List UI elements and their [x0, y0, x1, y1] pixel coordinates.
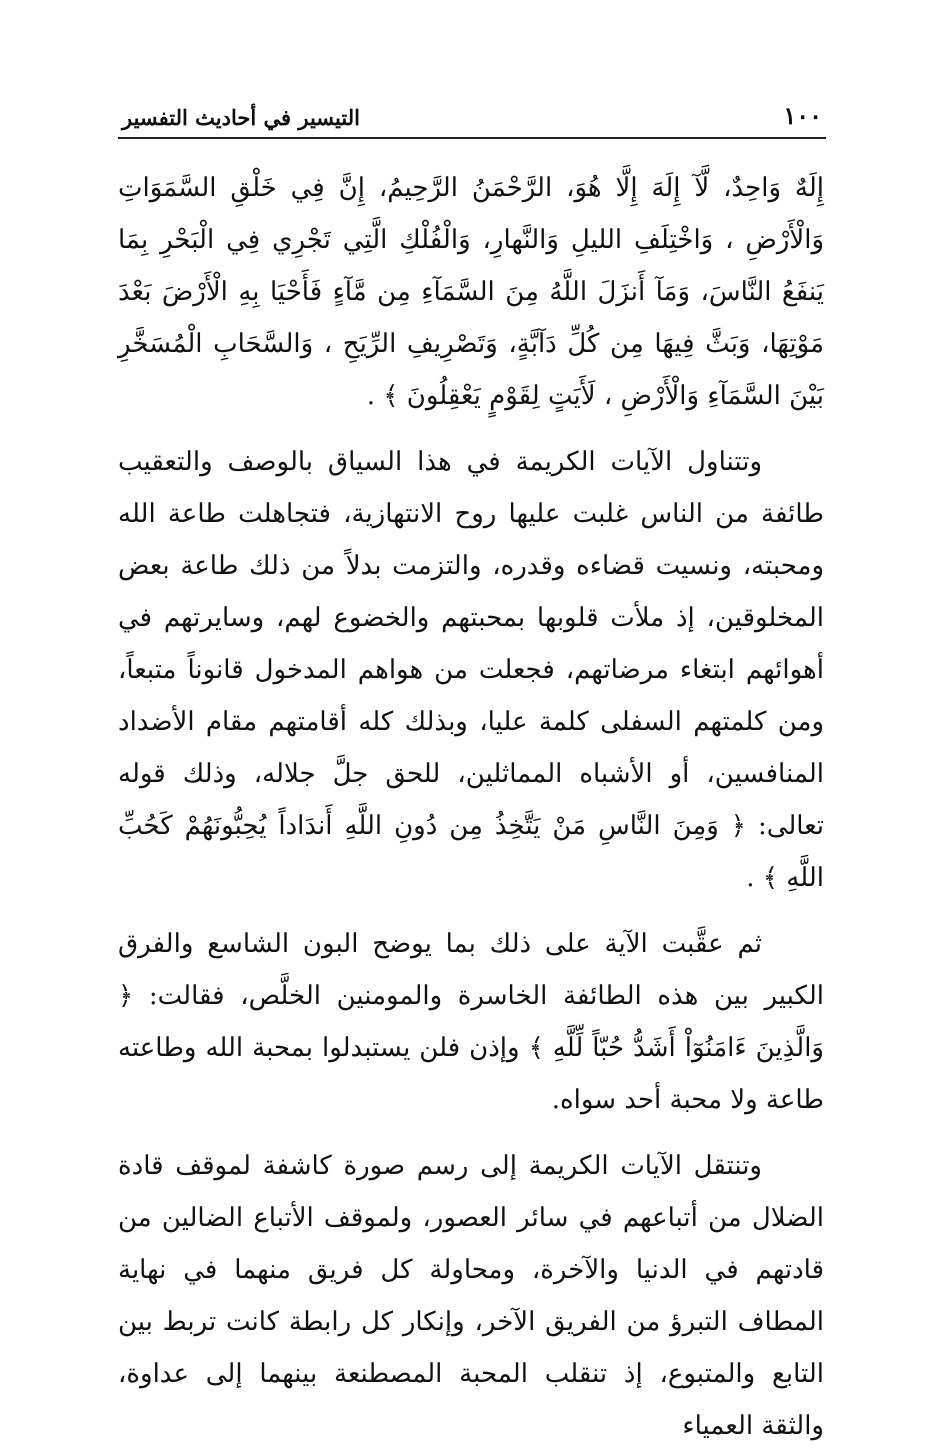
page-number: ١٠٠: [783, 101, 822, 130]
running-title: التيسير في أحاديث التفسير: [122, 105, 360, 130]
paragraph-1: وتتناول الآيات الكريمة في هذا السياق بالوصف والتعقيب طائفة من الناس غلبت عليها روح الانتهازية، فتجاهلت طاعة الله ومحبته، ونسيت قضاءه وقدره، والتزمت بدلاً من ذلك طاعة بعض المخلوقين، إذ ملأت قلوبها بمحبتهم والخضوع لهم، وسايرتهم في أهوائهم ابتغاء مرضاتهم، فجعلت من هواهم المدخول قانوناً متبعاً، ومن كلمتهم السفلى كلمة عليا، وبذلك كله أقامتهم مقام الأضداد المنافسين، أو الأشباه المماثلين، للحق جلَّ جلاله، وذلك قوله تعالى: ﴿ وَمِنَ النَّاسِ مَنْ يَتَّخِذُ مِن دُونِ اللَّهِ أَندَاداً يُحِبُّونَهُمْ كَحُبِّ اللَّهِ ﴾ .: [118, 447, 824, 893]
page-header: [122, 92, 822, 132]
header-rule: [118, 137, 826, 139]
page-body: [118, 162, 824, 1452]
quran-verse-block: إِلَهٌ وَاحِدٌ، لَّآ إِلَهَ إِلَّا هُوَ، الرَّحْمَنُ الرَّحِيمُ، إِنَّ فِي خَلْقِ السَّمَوَاتِ وَالْأَرْضِ ، وَاخْتِلَفِ الليلِ وَالنَّهارِ، وَالْفُلْكِ الَّتِي تَجْرِي فِي الْبَحْرِ بِمَا يَنفَعُ النَّاسَ، وَمَآ أَنزَلَ اللَّهُ مِنَ السَّمَآءِ مِن مَّآءٍ فَأَحْيَا بِهِ الْأَرْضَ بَعْدَ مَوْتِهَا، وَبَثَّ فِيهَا مِن كُلِّ دَآبَّةٍ، وَتَصْرِيفِ الرِّيَحِ ، وَالسَّحَابِ الْمُسَخَّرِ بَيْنَ السَّمَآءِ وَالْأَرْضِ ، لَأَيَتٍ لِقَوْمٍ يَعْقِلُونَ ﴾ .: [118, 173, 825, 411]
paragraph-3: وتنتقل الآيات الكريمة إلى رسم صورة كاشفة لموقف قادة الضلال من أتباعهم في سائر العصور، ولموقف الأتباع الضالين من قادتهم في الدنيا والآخرة، ومحاولة كل فريق منهما في نهاية المطاف التبرؤ من الفريق الآخر، وإنكار كل رابطة كانت تربط بين التابع والمتبوع، إذ تنقلب المحبة المصطنعة بينهما إلى عداوة، والثقة العمياء: [118, 1151, 824, 1441]
paragraph-2: ثم عقَّبت الآية على ذلك بما يوضح البون الشاسع والفرق الكبير بين هذه الطائفة الخاسرة والمومنين الخلَّص، فقالت: ﴿ وَالَّذِينَ ءَامَنُوٓاْ أَشَدُّ حُبّاً لِّلَّهِ ﴾ وإذن فلن يستبدلوا بمحبة الله وطاعته طاعة ولا محبة أحد سواه.: [118, 929, 824, 1115]
